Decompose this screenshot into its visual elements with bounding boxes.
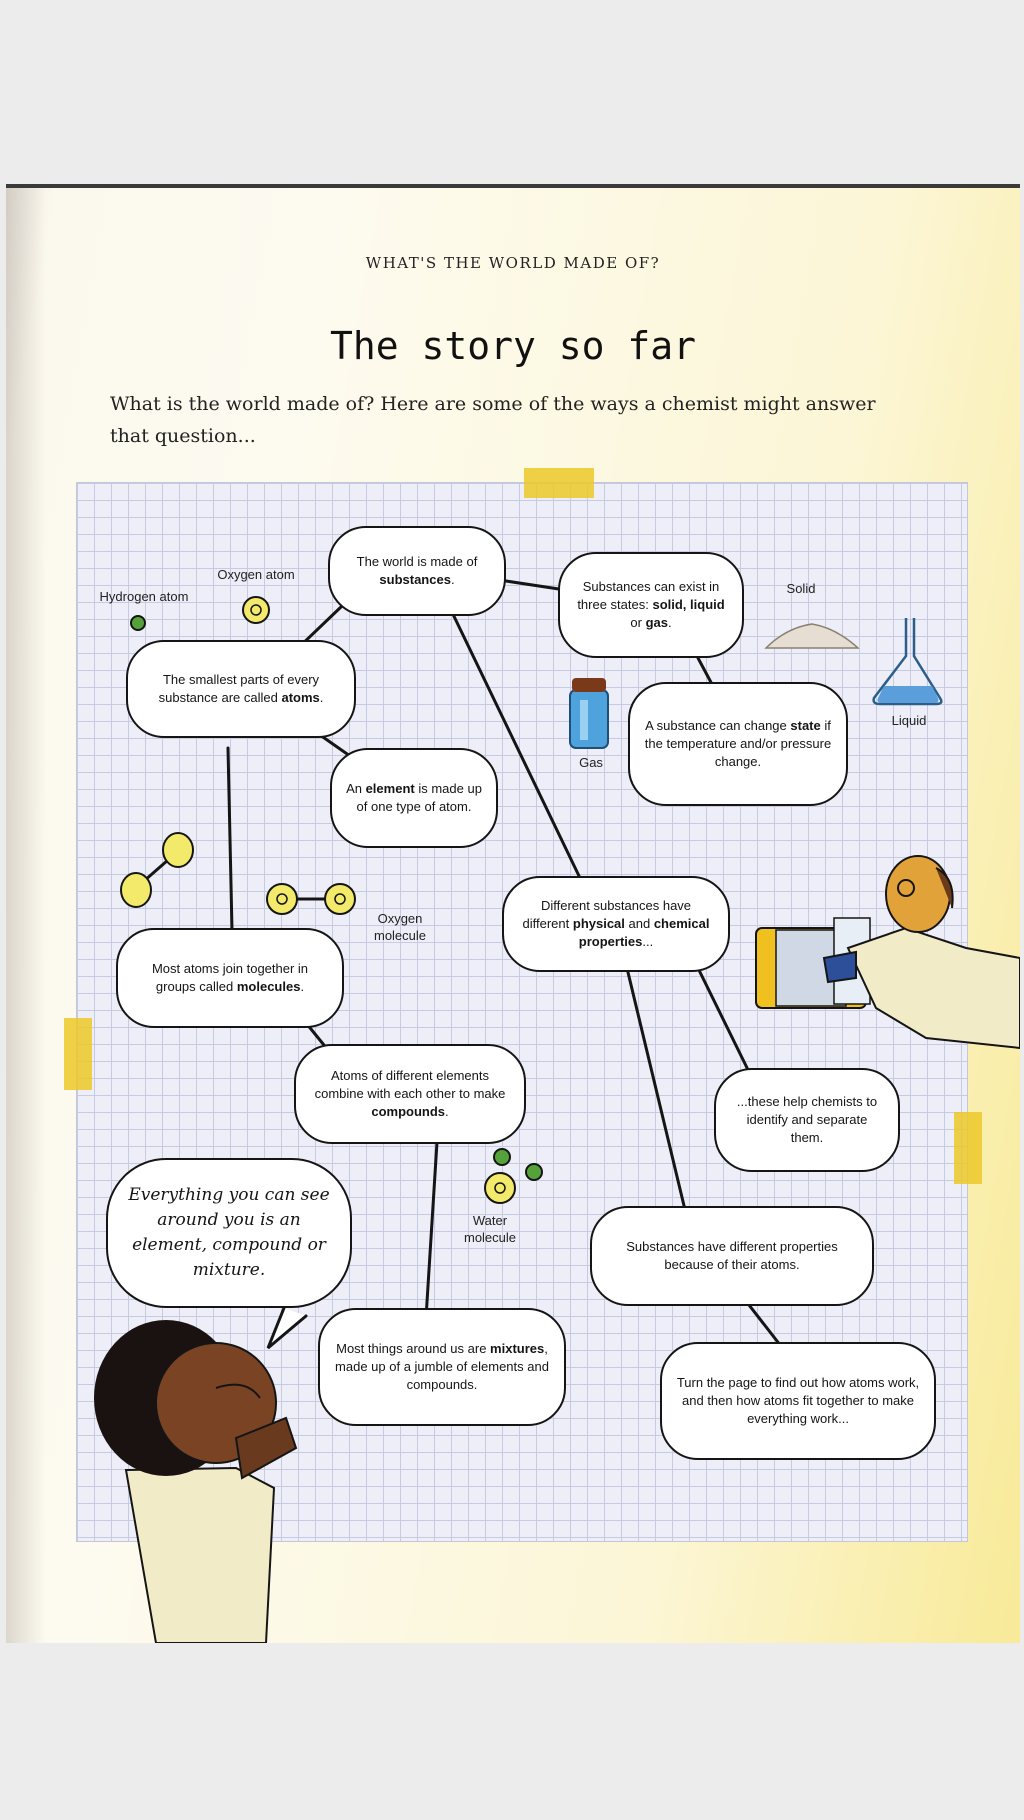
hydrogen-atom-icon bbox=[131, 616, 145, 630]
intro-text: What is the world made of? Here are some of the ways a chemist might answer that question... bbox=[110, 393, 876, 447]
label-oxygen-molecule: Oxygen molecule bbox=[373, 911, 427, 943]
connector-atoms-molecules bbox=[228, 748, 232, 930]
gas-jar-icon bbox=[570, 678, 608, 748]
page-title: The story so far bbox=[329, 324, 697, 368]
label-oxygen-atom: Oxygen atom bbox=[217, 567, 295, 582]
bubble-world-substances: The world is made of substances. bbox=[328, 526, 506, 616]
label-water-molecule: Water molecule bbox=[463, 1213, 517, 1245]
speech-tail bbox=[268, 1308, 306, 1348]
connector-properties-identify bbox=[696, 964, 752, 1078]
bubble-atoms-properties: Substances have different properties because of their atoms. bbox=[590, 1206, 874, 1306]
bubble-compounds: Atoms of different elements combine with each other to make compounds. bbox=[294, 1044, 526, 1144]
oxygen-molecule-icon bbox=[267, 884, 355, 914]
bubble-state-change: A substance can change state if the temperature and/or pressure change. bbox=[628, 682, 848, 806]
chemist-left-illustration bbox=[94, 1320, 296, 1643]
water-molecule-icon bbox=[485, 1149, 542, 1203]
bubble-element: An element is made up of one type of atom. bbox=[330, 748, 498, 848]
label-liquid: Liquid bbox=[891, 713, 927, 728]
book-page bbox=[6, 184, 1020, 1643]
bubble-mixtures: Most things around us are mixtures, made up of a jumble of elements and compounds. bbox=[318, 1308, 566, 1426]
bubble-molecules: Most atoms join together in groups called molecules. bbox=[116, 928, 344, 1028]
connector-properties-atomsprops bbox=[626, 964, 686, 1214]
label-gas: Gas bbox=[579, 755, 603, 770]
molecule-stick-icon bbox=[121, 833, 193, 907]
bubble-turn-page: Turn the page to find out how atoms work, and then how atoms fit together to make everything work... bbox=[660, 1342, 936, 1460]
label-hydrogen-atom: Hydrogen atom bbox=[99, 589, 189, 604]
bubble-atoms: The smallest parts of every substance are called atoms. bbox=[126, 640, 356, 738]
bubble-identify: ...these help chemists to identify and separate them. bbox=[714, 1068, 900, 1172]
label-solid: Solid bbox=[786, 581, 816, 596]
bubble-properties: Different substances have different physical and chemical properties... bbox=[502, 876, 730, 972]
bubble-three-states: Substances can exist in three states: solid, liquid or gas. bbox=[558, 552, 744, 658]
solid-pile-icon bbox=[766, 624, 858, 648]
liquid-flask-icon bbox=[874, 618, 942, 704]
chemist-right-illustration bbox=[756, 856, 1020, 1048]
chapter-header: WHAT'S THE WORLD MADE OF? bbox=[365, 254, 661, 272]
oxygen-atom-icon bbox=[243, 597, 269, 623]
speech-bubble-everything: Everything you can see around you is an element, compound or mixture. bbox=[106, 1158, 352, 1308]
connector-compounds-mixtures bbox=[426, 1126, 438, 1318]
